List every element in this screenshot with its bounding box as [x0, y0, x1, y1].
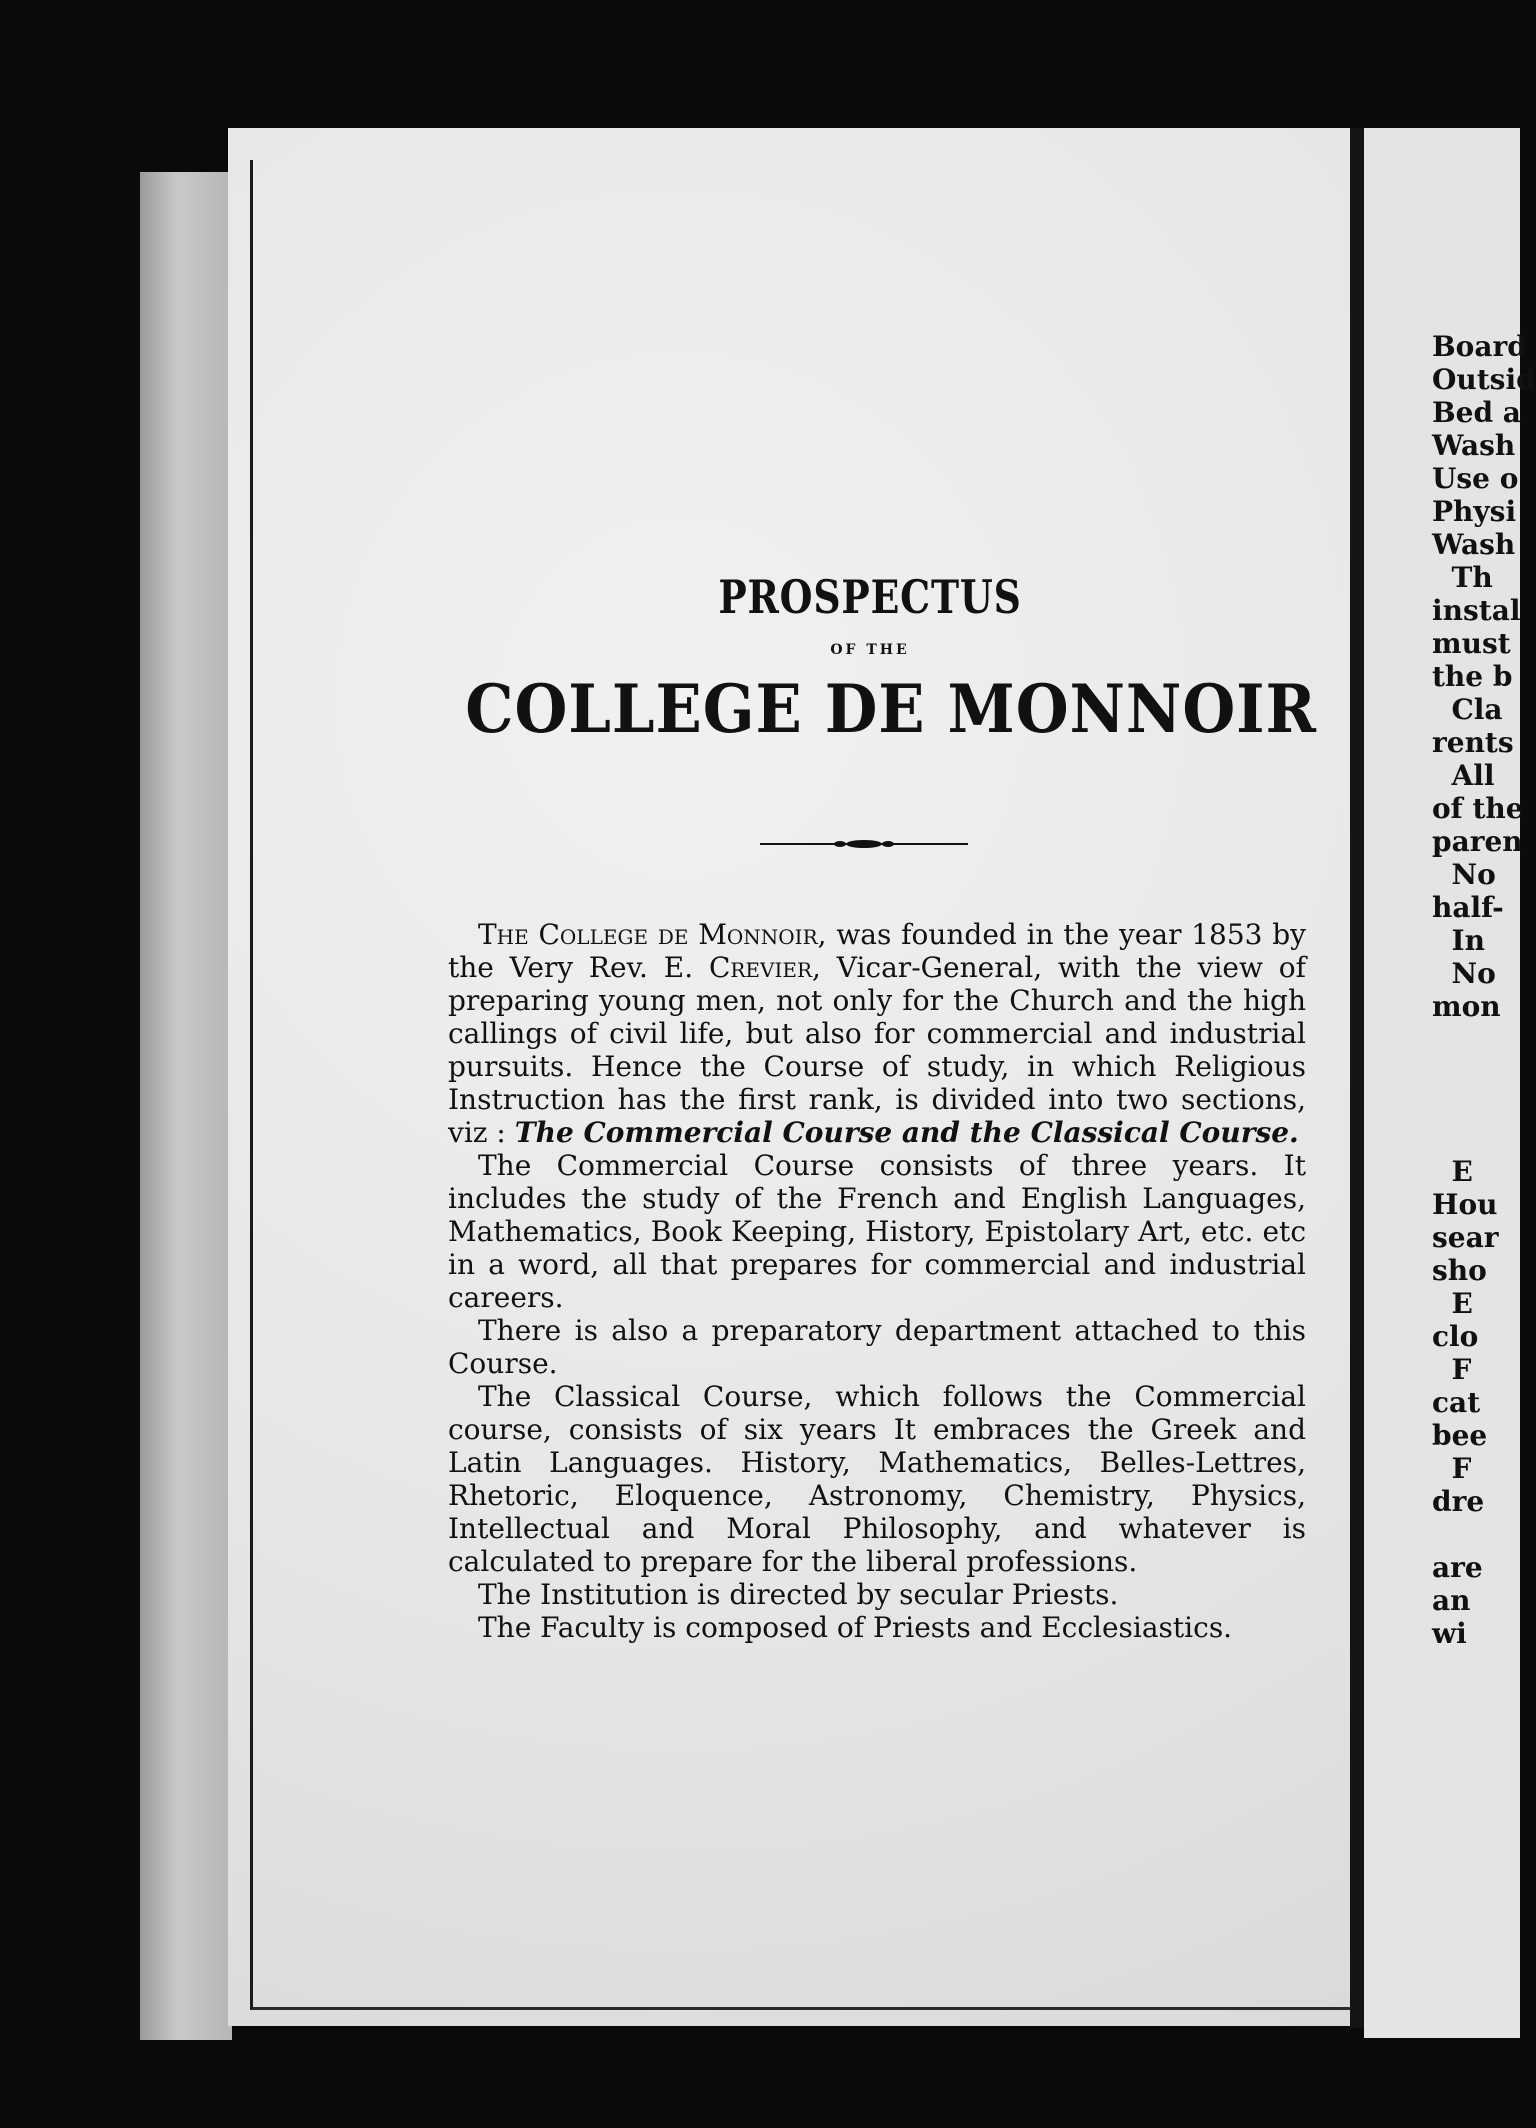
right-page-fragment: Outsid: [1432, 363, 1536, 396]
right-page-fragment: of the: [1432, 792, 1524, 825]
right-page-fragment: Physi: [1432, 495, 1517, 528]
right-page-fragment: [1432, 1089, 1536, 1122]
college-name-sc: The College de Monnoir: [478, 918, 818, 951]
right-page-fragment: sho: [1432, 1254, 1487, 1287]
book-spine: [1350, 128, 1364, 2028]
paragraph-founding: [448, 918, 1306, 1149]
paragraph-preparatory: There is also a preparatory department attached to this Course.: [448, 1314, 1306, 1380]
right-page-fragment: half-: [1432, 891, 1504, 924]
right-page-fragment: Wash: [1432, 429, 1516, 462]
right-page-fragment: bee: [1432, 1419, 1488, 1452]
right-page-fragment: [1432, 1056, 1536, 1089]
title-of-the: OF THE: [830, 642, 910, 658]
right-page-fragment: mon: [1432, 990, 1501, 1023]
right-page-fragment: rents: [1432, 726, 1514, 759]
title-block: [430, 570, 1317, 748]
title-prospectus: PROSPECTUS: [718, 570, 1022, 624]
right-page-fragment: F: [1432, 1353, 1472, 1386]
right-page-fragment: sear: [1432, 1221, 1499, 1254]
right-page-fragment: All: [1432, 759, 1495, 792]
right-page-fragment: Board: [1432, 330, 1527, 363]
right-page-fragment: dre: [1432, 1485, 1485, 1518]
right-page-fragment: Use o: [1432, 462, 1519, 495]
right-page-fragment: F: [1432, 1452, 1472, 1485]
right-page-fragment: Wash: [1432, 528, 1516, 561]
right-page-fragment: Hou: [1432, 1188, 1498, 1221]
right-page-fragment: E: [1432, 1155, 1473, 1188]
right-page-text: [1432, 330, 1536, 1650]
right-page-fragment: the b: [1432, 660, 1513, 693]
founder-name-sc: Crevier: [708, 951, 813, 984]
right-page-fragment: must: [1432, 627, 1511, 660]
courses-italic: The Commercial Course and the Classical Course.: [514, 1116, 1299, 1149]
right-page-fragment: instal: [1432, 594, 1521, 627]
right-page-fragment: In: [1432, 924, 1485, 957]
right-page-fragment: E: [1432, 1287, 1473, 1320]
right-page-fragment: [1432, 1122, 1536, 1155]
right-page-fragment: paren: [1432, 825, 1523, 858]
title-college: COLLEGE DE MONNOIR: [465, 670, 1317, 748]
right-page-fragment: are: [1432, 1551, 1483, 1584]
ornament-divider: [760, 838, 968, 850]
right-page-fragment: wi: [1432, 1617, 1467, 1650]
right-page-fragment: [1432, 1518, 1536, 1551]
right-page-fragment: cat: [1432, 1386, 1481, 1419]
right-page-fragment: No: [1432, 957, 1496, 990]
right-page-fragment: Th: [1432, 561, 1493, 594]
left-page-edge: [140, 172, 232, 2040]
paragraph-founding-b: , Vicar-General, with the view of preparing young men, not only for the Church and the high callings of civil life, but also for commercial and industrial pursuits. Hence the Course of study, in which Religious Instruction has the first rank, is divided into two sections, viz :: [448, 951, 1306, 1149]
right-page-fragment: Bed a: [1432, 396, 1521, 429]
right-page-fragment: [1432, 1023, 1536, 1056]
paragraph-commercial: The Commercial Course consists of three years. It includes the study of the French and English Languages, Mathematics, Book Keeping, History, Epistolary Art, etc. etc in a word, all that prepares for commercial and industrial careers.: [448, 1149, 1306, 1314]
paragraph-founding-a: , was founded in the year 1853 by the Very Rev. E.: [448, 918, 1306, 984]
right-page-fragment: Cla: [1432, 693, 1503, 726]
right-page-fragment: No: [1432, 858, 1496, 891]
paragraph-faculty: The Faculty is composed of Priests and Ecclesiastics.: [478, 1611, 1233, 1644]
right-page-fragment: clo: [1432, 1320, 1479, 1353]
right-page-fragment: an: [1432, 1584, 1471, 1617]
body-text: [448, 918, 1306, 1644]
paragraph-classical: The Classical Course, which follows the Commercial course, consists of six years It embraces the Greek and Latin Languages. History, Mathematics, Belles-Lettres, Rhetoric, Eloquence, Astronomy, Chemistry, Physics, Intellectual and Moral Philosophy, and whatever is calculated to prepare for the liberal professions.: [448, 1380, 1306, 1578]
paragraph-institution: The Institution is directed by secular Priests.: [478, 1578, 1119, 1611]
